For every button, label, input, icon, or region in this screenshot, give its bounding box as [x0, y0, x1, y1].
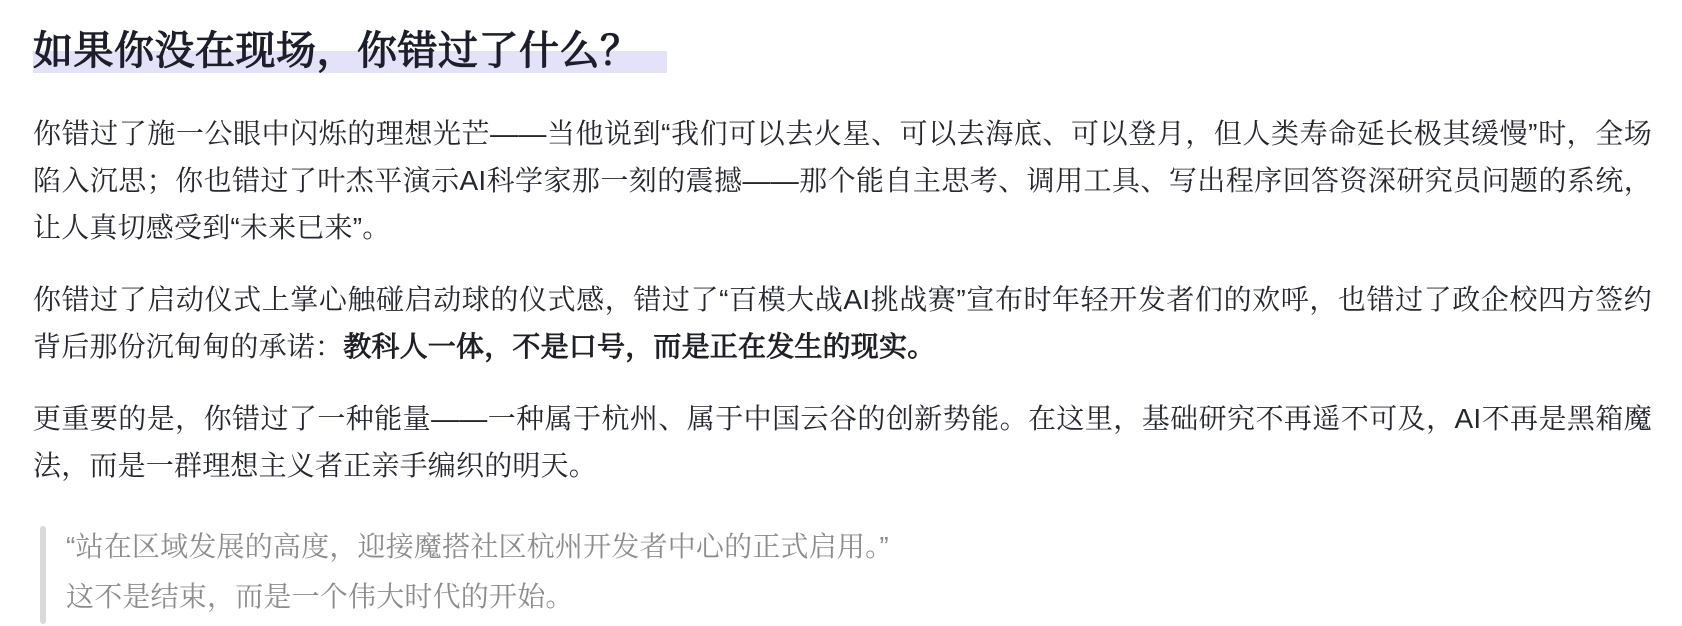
highlighted-heading-text: 如果你没在现场，你错过了什么？ [33, 29, 667, 73]
quote-left-bar [40, 526, 46, 624]
paragraph-ceremony-bold: 教科人一体，不是口号，而是正在发生的现实。 [343, 331, 936, 362]
paragraph-missed-moments: 你错过了施一公眼中闪烁的理想光芒——当他说到“我们可以去火星、可以去海底、可以登月，但人类寿命延长极其缓慢”时，全场陷入沉思；你也错过了叶杰平演示AI科学家那一刻的震撼——那个能自主思考、调用工具、写出程序回答资深研究员问题的系统，让人真切感受到“未来已来”。 [33, 118, 1652, 243]
quote-line-2: 这不是结束，而是一个伟大时代的开始。 [66, 581, 574, 612]
paragraph-ceremony-lead: 你错过了启动仪式上掌心触碰启动球的仪式感，错过了“百模大战AI挑战赛”宣布时年轻开发者们的欢呼，也错过了政企校四方签约背后那份沉甸甸的承诺： [33, 284, 1652, 362]
page-title [33, 24, 1652, 78]
quote-block [40, 520, 1652, 626]
quote-line-1: “站在区域发展的高度，迎接魔搭社区杭州开发者中心的正式启用。” [66, 531, 889, 562]
paragraph-ceremony [33, 276, 1652, 370]
paragraph-energy: 更重要的是，你错过了一种能量——一种属于杭州、属于中国云谷的创新势能。在这里，基础研究不再遥不可及，AI不再是黑箱魔法，而是一群理想主义者正亲手编织的明天。 [33, 403, 1652, 481]
